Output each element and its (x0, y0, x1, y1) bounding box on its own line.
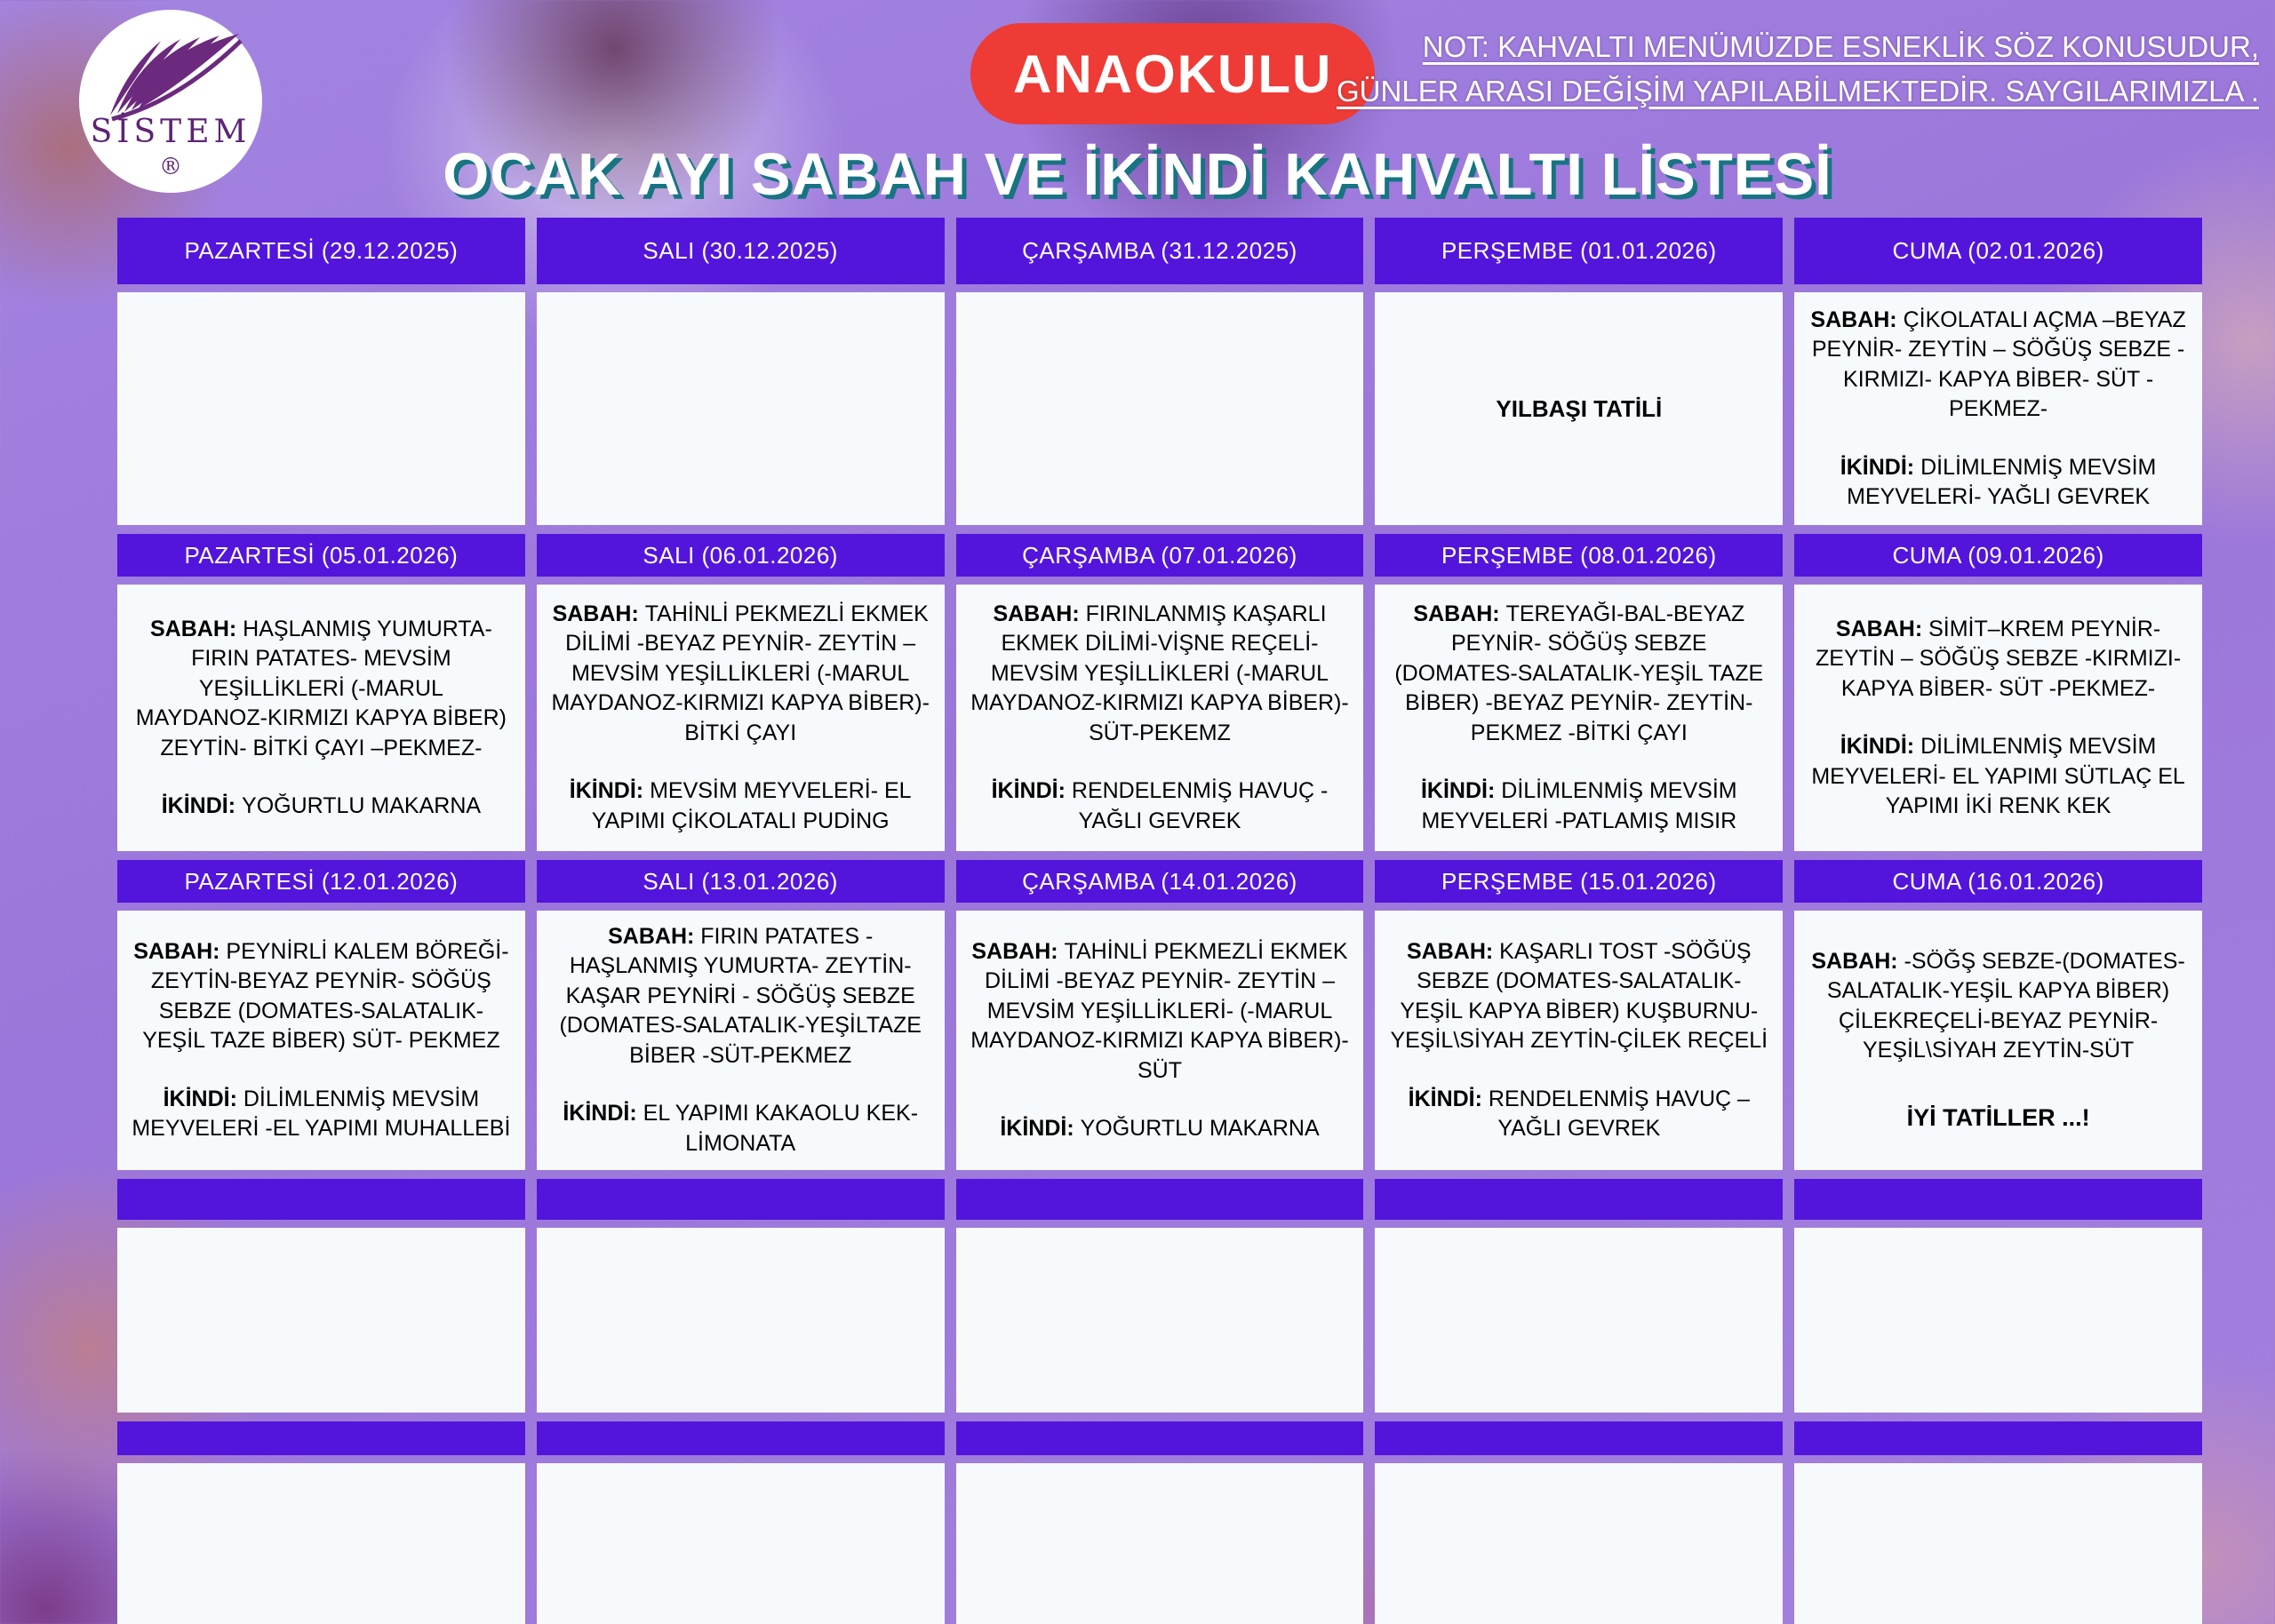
day-menu-cell (956, 1463, 1364, 1624)
day-header: ÇARŞAMBA (14.01.2026) (956, 860, 1364, 903)
week-row (117, 1421, 2202, 1624)
day-header: PAZARTESİ (12.01.2026) (117, 860, 525, 903)
day-menu-cell (1794, 911, 2202, 1170)
day-header (1375, 1179, 1783, 1220)
meal-entry: SABAH: HAŞLANMIŞ YUMURTA- FIRIN PATATES- MEVSİM YEŞİLLİKLERİ (-MARUL MAYDANOZ-KIRMIZI KAPYA BİBER) ZEYTİN- BİTKİ ÇAYI –PEKMEZ- (135, 616, 507, 760)
day-header: SALI (13.01.2026) (537, 860, 945, 903)
meal-entry: SABAH: PEYNİRLİ KALEM BÖREĞİ-ZEYTİN-BEYAZ PEYNİR- SÖĞÜŞ SEBZE (DOMATES-SALATALIK-YEŞİL TAZE BİBER) SÜT- PEKMEZ (133, 938, 509, 1053)
meal-entry: SABAH: TAHİNLİ PEKMEZLİ EKMEK DİLİMİ -BEYAZ PEYNİR- ZEYTİN – MEVSİM YEŞİLLİKLERİ- (-MARUL MAYDANOZ-KIRMIZI KAPYA BİBER)-SÜT (970, 938, 1349, 1083)
day-menu-cell (956, 585, 1364, 851)
day-menu-cell (117, 1228, 525, 1413)
meal-label: İKİNDİ: (563, 1101, 643, 1126)
meal-label: İKİNDİ: (1840, 454, 1921, 480)
meal-label: SABAH: (1811, 948, 1904, 974)
meal-label: İKİNDİ: (163, 1086, 243, 1111)
day-menu-cell (1375, 911, 1783, 1170)
day-header: SALI (30.12.2025) (537, 218, 945, 284)
day-menu-cell (117, 292, 525, 525)
day-menu-cell (1375, 1463, 1783, 1624)
meal-label: İKİNDİ: (1000, 1116, 1081, 1141)
day-header: CUMA (16.01.2026) (1794, 860, 2202, 903)
day-header: PAZARTESİ (29.12.2025) (117, 218, 525, 284)
meal-label: SABAH: (150, 616, 243, 641)
meal-entry: İKİNDİ: DİLİMLENMİŞ MEVSİM MEYVELERİ- YAĞLI GEVREK (1840, 454, 2157, 509)
day-menu-cell (117, 585, 525, 851)
meal-entry: İKİNDİ: RENDELENMİŞ HAVUÇ -YAĞLI GEVREK (991, 778, 1329, 833)
day-header: ÇARŞAMBA (07.01.2026) (956, 534, 1364, 577)
week-row (117, 860, 2202, 1170)
flexibility-note (1317, 25, 2259, 113)
day-menu-cell (1794, 585, 2202, 851)
week-row (117, 534, 2202, 851)
day-menu-cell (1375, 585, 1783, 851)
day-menu-cell (117, 911, 525, 1170)
meal-entry: SABAH: SİMİT–KREM PEYNİR- ZEYTİN – SÖĞÜŞ SEBZE -KIRMIZI- KAPYA BİBER- SÜT -PEKMEZ- (1816, 616, 2182, 701)
day-menu-cell (956, 1228, 1364, 1413)
meal-label: İKİNDİ: (1840, 734, 1921, 759)
day-header (1375, 1421, 1783, 1455)
meal-label: İKİNDİ: (161, 793, 243, 818)
day-menu-cell (117, 1463, 525, 1624)
day-header: PERŞEMBE (08.01.2026) (1375, 534, 1783, 577)
day-header: PAZARTESİ (05.01.2026) (117, 534, 525, 577)
day-menu-cell (537, 585, 945, 851)
meal-entry: SABAH: ÇİKOLATALI AÇMA –BEYAZ PEYNİR- ZEYTİN – SÖĞÜŞ SEBZE - KIRMIZI- KAPYA BİBER- SÜT -PEKMEZ- (1810, 306, 2186, 421)
meal-label: İKİNDİ: (1420, 778, 1502, 804)
menu-grid (117, 218, 2202, 1624)
meal-entry: SABAH: TAHİNLİ PEKMEZLİ EKMEK DİLİMİ -BEYAZ PEYNİR- ZEYTİN – MEVSİM YEŞİLLİKLERİ (-MARUL MAYDANOZ-KIRMIZI KAPYA BİBER)- BİTKİ ÇAYI (551, 601, 930, 745)
meal-entry: İKİNDİ: MEVSİM MEYVELERİ- EL YAPIMI ÇİKOLATALI PUDİNG (569, 778, 912, 833)
meal-entry: İKİNDİ: DİLİMLENMİŞ MEVSİM MEYVELERİ -PATLAMIŞ MISIR (1420, 778, 1737, 833)
day-header (956, 1421, 1364, 1455)
meal-label: SABAH: (552, 601, 645, 626)
day-header: SALI (06.01.2026) (537, 534, 945, 577)
meal-label: İKİNDİ: (1408, 1086, 1489, 1111)
day-header: PERŞEMBE (01.01.2026) (1375, 218, 1783, 284)
day-header: ÇARŞAMBA (31.12.2025) (956, 218, 1364, 284)
day-menu-cell (1375, 1228, 1783, 1413)
day-header: CUMA (09.01.2026) (1794, 534, 2202, 577)
holiday-note: YILBAŞI TATİLİ (1496, 394, 1663, 422)
meal-entry: SABAH: TEREYAĞI-BAL-BEYAZ PEYNİR- SÖĞÜŞ SEBZE (DOMATES-SALATALIK-YEŞİL TAZE BİBER) -BEYAZ PEYNİR- ZEYTİN-PEKMEZ -BİTKİ ÇAYI (1394, 601, 1764, 745)
meal-label: SABAH: (133, 938, 227, 964)
meal-entry: İKİNDİ: RENDELENMİŞ HAVUÇ – YAĞLI GEVREK (1408, 1086, 1750, 1141)
meal-label: SABAH: (608, 923, 701, 949)
registered-mark: ® (159, 154, 182, 180)
meal-entry: SABAH: FIRINLANMIŞ KAŞARLI EKMEK DİLİMİ-VİŞNE REÇELİ- MEVSİM YEŞİLLİKLERİ (-MARUL MAYDANOZ-KIRMIZI KAPYA BİBER)-SÜT-PEKEMZ (970, 601, 1349, 745)
week-row (117, 218, 2202, 525)
meal-entry: İKİNDİ: YOĞURTLU MAKARNA (161, 793, 482, 818)
day-header (537, 1179, 945, 1220)
page-title: OCAK AYI SABAH VE İKİNDİ KAHVALTI LİSTESİ (443, 141, 1832, 208)
meal-entry: İKİNDİ: EL YAPIMI KAKAOLU KEK- LİMONATA (563, 1101, 919, 1156)
day-menu-cell (537, 1228, 945, 1413)
meal-label: SABAH: (1835, 616, 1929, 641)
meal-label: SABAH: (1406, 938, 1500, 964)
day-header (537, 1421, 945, 1455)
meal-entry: SABAH: KAŞARLI TOST -SÖĞÜŞ SEBZE (DOMATES-SALATALIK-YEŞİL KAPYA BİBER) KUŞBURNU-YEŞİL\SİYAH ZEYTİN-ÇİLEK REÇELİ (1390, 938, 1768, 1053)
meal-entry: İKİNDİ: DİLİMLENMİŞ MEVSİM MEYVELERİ -EL YAPIMI MUHALLEBİ (132, 1086, 511, 1141)
logo-brand-text: SİSTEM (90, 114, 251, 150)
meal-label: İKİNDİ: (569, 778, 651, 804)
week-row (117, 1179, 2202, 1413)
meal-entry: SABAH: FIRIN PATATES -HAŞLANMIŞ YUMURTA- ZEYTİN-KAŞAR PEYNİRİ - SÖĞÜŞ SEBZE (DOMATES-SALATALIK-YEŞİLTAZE BİBER -SÜT-PEKMEZ (559, 923, 922, 1068)
note-line-1: NOT: KAHVALTI MENÜMÜZDE ESNEKLİK SÖZ KONUSUDUR, (1422, 30, 2259, 63)
meal-label: SABAH: (1413, 601, 1506, 626)
day-header (1794, 1179, 2202, 1220)
meal-entry: İKİNDİ: DİLİMLENMİŞ MEVSİM MEYVELERİ- EL YAPIMI SÜTLAÇ EL YAPIMI İKİ RENK KEK (1811, 734, 2185, 818)
day-header: CUMA (02.01.2026) (1794, 218, 2202, 284)
day-menu-cell (1794, 292, 2202, 525)
day-header: PERŞEMBE (15.01.2026) (1375, 860, 1783, 903)
school-type-badge: ANAOKULU (970, 23, 1375, 124)
day-header (1794, 1421, 2202, 1455)
day-header (117, 1421, 525, 1455)
meal-label: İKİNDİ: (991, 778, 1072, 804)
day-header (956, 1179, 1364, 1220)
meal-label: SABAH: (993, 601, 1086, 626)
day-header (117, 1179, 525, 1220)
meal-label: SABAH: (971, 938, 1065, 964)
day-menu-cell (1794, 1463, 2202, 1624)
meal-label: SABAH: (1810, 306, 1904, 332)
holidays-wish: İYİ TATİLLER ...! (1906, 1103, 2090, 1131)
day-menu-cell (537, 911, 945, 1170)
day-menu-cell (956, 911, 1364, 1170)
day-menu-cell (537, 1463, 945, 1624)
note-line-2: GÜNLER ARASI DEĞİŞİM YAPILABİLMEKTEDİR. SAYGILARIMIZLA . (1337, 74, 2259, 107)
day-menu-cell (1794, 1228, 2202, 1413)
day-menu-cell (956, 292, 1364, 525)
day-menu-cell (537, 292, 945, 525)
meal-entry: SABAH: -SÖĞŞ SEBZE-(DOMATES-SALATALIK-YEŞİL KAPYA BİBER) ÇİLEKREÇELİ-BEYAZ PEYNİR-YEŞİL\SİYAH ZEYTİN-SÜT (1811, 948, 2185, 1063)
meal-entry: İKİNDİ: YOĞURTLU MAKARNA (1000, 1116, 1320, 1141)
day-menu-cell (1375, 292, 1783, 525)
